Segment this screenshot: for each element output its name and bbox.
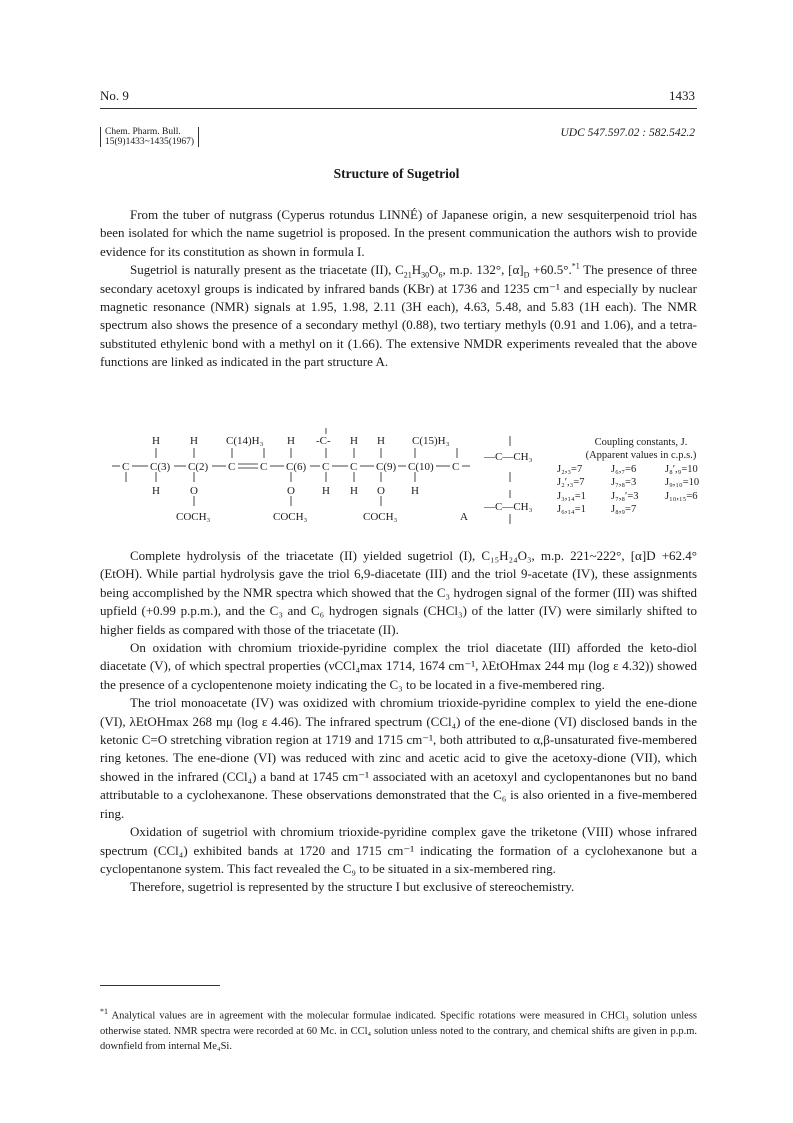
coupling-value: J₂′,₃=7 (557, 477, 585, 489)
para2-sub2: 30 (421, 270, 430, 280)
coupling-value: J₃,₁₄=1 (557, 490, 586, 502)
footnote-text: Analytical values are in agreement with the molecular formulae indicated. Specific rotations were measured in CHCl₃ solution unless otherwise stated. NMR spectra were recorded at 60 Mc. in CCl₄ solution unless noted to the contrary, and chemical shifts are given in p.p.m. downfield from internal Me₄Si. (100, 1010, 697, 1052)
struct-side-0: —C—CH₃ (484, 451, 533, 463)
struct-top-3: H (287, 435, 295, 447)
coupling-value: J₉,₁₀=10 (665, 477, 700, 489)
footnote (100, 1004, 697, 1054)
struct-bottom-0: H (152, 485, 160, 497)
paragraph-ene-dione: The triol monoacetate (IV) was oxidized with chromium trioxide-pyridine complex to yield the ene-dione (VI), λEtOHmax 268 mμ (log ε 4.46). The infrared spectrum (CCl₄) of the ene-dione (VI) disclosed bands in the ketonic C=O stretching vibration region at 1719 and 1715 cm⁻¹, both attributed to α,β-unsaturated five-membered ring ketones. The ene-dione (VI) was reduced with zinc and acetic acid to give the acetoxy-dione (VII), which showed in the infrared (CCl₄) a band at 1745 cm⁻¹ associated with an acetoxyl and cyclopentanones but no band attributable to a cyclohexanone. These observations demonstrated that the C₆ is also oriented in a five-membered ring. (100, 695, 697, 821)
coupling-value: J₂,₃=7 (557, 463, 583, 475)
struct-label-a: A (460, 511, 468, 523)
journal-volume: 15(9)1433~1435(1967) (105, 137, 195, 147)
struct-top-2: C(14)H₃ (226, 435, 264, 447)
header-rule (100, 108, 697, 109)
struct-chain-6: C (322, 461, 330, 473)
struct-chain-10: C (452, 461, 460, 473)
struct-top-7: C(15)H₃ (412, 435, 450, 447)
page-number: 1433 (669, 88, 695, 103)
para2-o: O (429, 262, 439, 278)
structure-bottom-row (152, 451, 533, 523)
structure-bonds (112, 428, 510, 524)
struct-bottom-4: H (350, 485, 358, 497)
coupling-title: Coupling constants, J. (594, 437, 688, 448)
struct-chain-3: C (228, 461, 236, 473)
coupling-value: J₁₀,₁₅=6 (665, 490, 698, 502)
struct-acetyl-2: COCH₃ (363, 511, 398, 523)
struct-bottom-6: H (411, 485, 419, 497)
struct-bottom-5: O (377, 485, 385, 497)
struct-chain-0: C (122, 461, 130, 473)
struct-chain-2: C(2) (188, 461, 209, 473)
coupling-value (665, 503, 725, 516)
structure-top-row (152, 435, 450, 447)
coupling-value: J₇,₈=3 (611, 477, 637, 489)
paragraph-conclusion: Therefore, sugetriol is represented by the structure I but exclusive of stereochemistry. (130, 879, 575, 895)
struct-top-6: H (377, 435, 385, 447)
issue-number: No. 9 (100, 88, 129, 103)
para2-text-c: +60.5°. (529, 262, 572, 278)
para2-alpha-sub: D (523, 270, 530, 280)
intro-paragraphs (100, 206, 697, 372)
coupling-values (557, 463, 725, 517)
struct-top-4: -C- (316, 435, 331, 447)
struct-bottom-2: O (287, 485, 295, 497)
struct-chain-5: C(6) (286, 461, 307, 473)
footnote-ref[interactable]: *1 (571, 261, 580, 271)
udc-code: UDC 547.597.02 : 582.542.2 (560, 127, 695, 139)
struct-bottom-1: O (190, 485, 198, 497)
para2-sub3: 6 (438, 270, 443, 280)
struct-top-1: H (190, 435, 198, 447)
struct-side-1: —C—CH₃ (484, 501, 533, 513)
struct-top-5: H (350, 435, 358, 447)
journal-citation (100, 127, 199, 147)
paragraph-triketone: Oxidation of sugetriol with chromium trioxide-pyridine complex gave the triketone (VIII) whose infrared spectrum (CCl₄) exhibited bands at 1720 and 1715 cm⁻¹ indicating the formation of a cyclohexanone but a cyclopentanone system. This fact revealed the C₉ to be situated in a six-membered ring. (100, 824, 697, 876)
struct-side-0-text: C—CH₃ (495, 451, 533, 463)
coupling-value: J₇,₈′=3 (611, 490, 639, 502)
struct-chain-8: C(9) (376, 461, 397, 473)
coupling-value: J₈′,₉=10 (665, 463, 698, 475)
article-title: Structure of Sugetriol (333, 166, 460, 181)
paragraph-intro: From the tuber of nutgrass (Cyperus rotundus LINNÉ) of Japanese origin, a new sesquiterpenoid triol has been isolated for which the name sugetriol is proposed. In the present communication the authors wish to provide evidence for its constitution as shown in formula I. (100, 207, 697, 259)
struct-acetyl-0: COCH₃ (176, 511, 211, 523)
journal-name: Chem. Pharm. Bull. (105, 127, 181, 137)
para2-text-b: , m.p. 132°, [α] (442, 262, 524, 278)
footnote-rule (100, 985, 220, 986)
footnote-mark: *1 (100, 1007, 108, 1016)
results-paragraphs (100, 547, 697, 897)
paragraph-oxidation-diacetate: On oxidation with chromium trioxide-pyridine complex the triol diacetate (III) afforded the keto-diol diacetate (V), of which spectral properties (νCCl₄max 1714, 1674 cm⁻¹, λEtOHmax 244 mμ (log ε 4.32)) showed the presence of a cyclopentenone moiety indicating the C₃ to be located in a five-membered ring. (100, 640, 697, 692)
struct-chain-9: C(10) (408, 461, 434, 473)
coupling-value: J₆,₇=6 (611, 463, 637, 475)
coupling-value: J₈,₉=7 (611, 504, 637, 516)
paragraph-hydrolysis: Complete hydrolysis of the triacetate (II) yielded sugetriol (I), C₁₅H₂₄O₃, m.p. 221~222°, [α]D +62.4°(EtOH). While partial hydrolysis gave the triol 6,9-diacetate (III) and the triol 9-acetate (IV), these assignments being accomplished by the NMR spectra which showed that the C₃ hydrogen signal of the former (III) was shifted upfield (+0.99 p.p.m.), and the C₃ and C₆ hydrogen signals (CHCl₃) of the latter (IV) were similarly shifted to higher fields as compared with those of the triacetate (II). (100, 548, 697, 637)
coupling-constants (557, 436, 725, 516)
para2-text-a: Sugetriol is naturally present as the triacetate (II), C (130, 262, 404, 278)
para2-text-d: The presence of three secondary acetoxyl groups is indicated by infrared bands (KBr) at 1736 and 1235 cm⁻¹ and especially by nuclear magnetic resonance (NMR) signals at 1.95, 1.98, 2.11 (3H each), 4.63, 5.48, and 5.83 (1H each). The NMR spectrum also shows the presence of a secondary methyl (0.88), two tertiary methyls (0.91 and 1.06), and a tetra-substituted ethylenic bond with a methyl on it (1.66). The extensive NMDR experiments revealed that the above functions are linked as indicated in the part structure A. (100, 262, 698, 370)
paragraph-triacetate (100, 261, 697, 371)
struct-chain-4: C (260, 461, 268, 473)
struct-acetyl-1: COCH₃ (273, 511, 308, 523)
structure-chain (122, 461, 459, 473)
para2-sub1: 21 (403, 270, 412, 280)
coupling-subtitle: (Apparent values in c.p.s.) (585, 450, 697, 462)
struct-side-1-text: C—CH₃ (495, 501, 533, 513)
coupling-value: J₆,₁₄=1 (557, 504, 586, 516)
para2-h: H (411, 262, 422, 278)
struct-bottom-3: H (322, 485, 330, 497)
struct-top-0: H (152, 435, 160, 447)
struct-chain-7: C (350, 461, 358, 473)
struct-chain-1: C(3) (150, 461, 171, 473)
